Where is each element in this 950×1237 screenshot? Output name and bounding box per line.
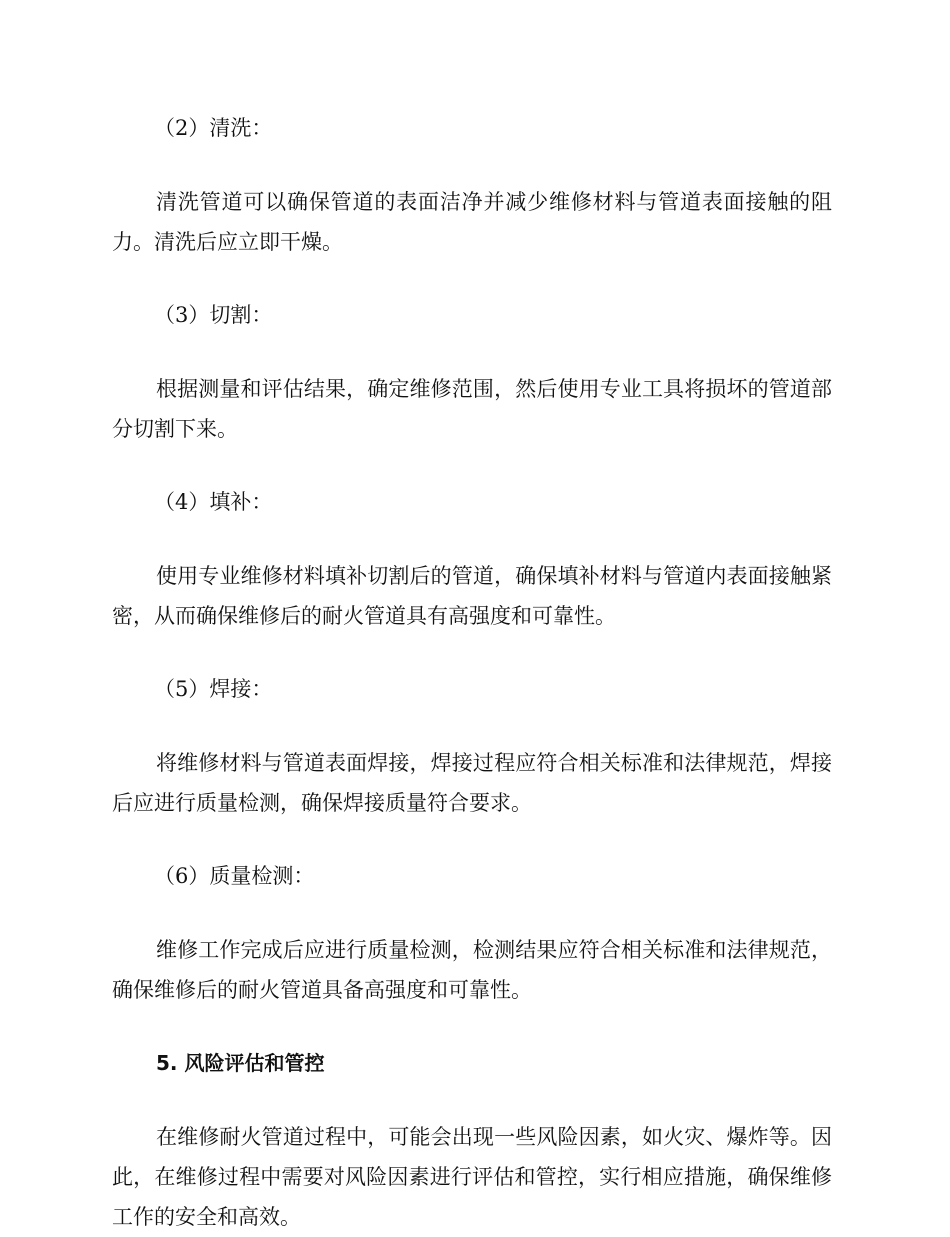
paragraph-welding: 将维修材料与管道表面焊接，焊接过程应符合相关标准和法律规范，焊接后应进行质量检测，确保焊接质量符合要求。 — [112, 751, 832, 815]
step-heading-cutting: （3）切割： — [154, 303, 273, 327]
paragraph-quality-inspection: 维修工作完成后应进行质量检测，检测结果应符合相关标准和法律规范，确保维修后的耐火管道具备高强度和可靠性。 — [112, 938, 832, 1002]
paragraph-risk: 在维修耐火管道过程中，可能会出现一些风险因素，如火灾、爆炸等。因此，在维修过程中需要对风险因素进行评估和管控，实行相应措施，确保维修工作的安全和高效。 — [112, 1125, 832, 1229]
step-heading-welding: （5）焊接： — [154, 677, 273, 701]
step-heading-quality-inspection: （6）质量检测： — [154, 864, 315, 888]
document-body — [112, 108, 832, 1237]
paragraph-filling: 使用专业维修材料填补切割后的管道，确保填补材料与管道内表面接触紧密，从而确保维修后的耐火管道具有高强度和可靠性。 — [112, 564, 832, 628]
paragraph-cutting: 根据测量和评估结果，确定维修范围，然后使用专业工具将损坏的管道部分切割下来。 — [112, 377, 832, 441]
step-heading-cleaning: （2）清洗： — [154, 116, 273, 140]
paragraph-cleaning: 清洗管道可以确保管道的表面洁净并减少维修材料与管道表面接触的阻力。清洗后应立即干燥。 — [112, 190, 832, 254]
step-heading-filling: （4）填补： — [154, 490, 273, 514]
section-heading-risk: 5. 风险评估和管控 — [156, 1051, 325, 1075]
